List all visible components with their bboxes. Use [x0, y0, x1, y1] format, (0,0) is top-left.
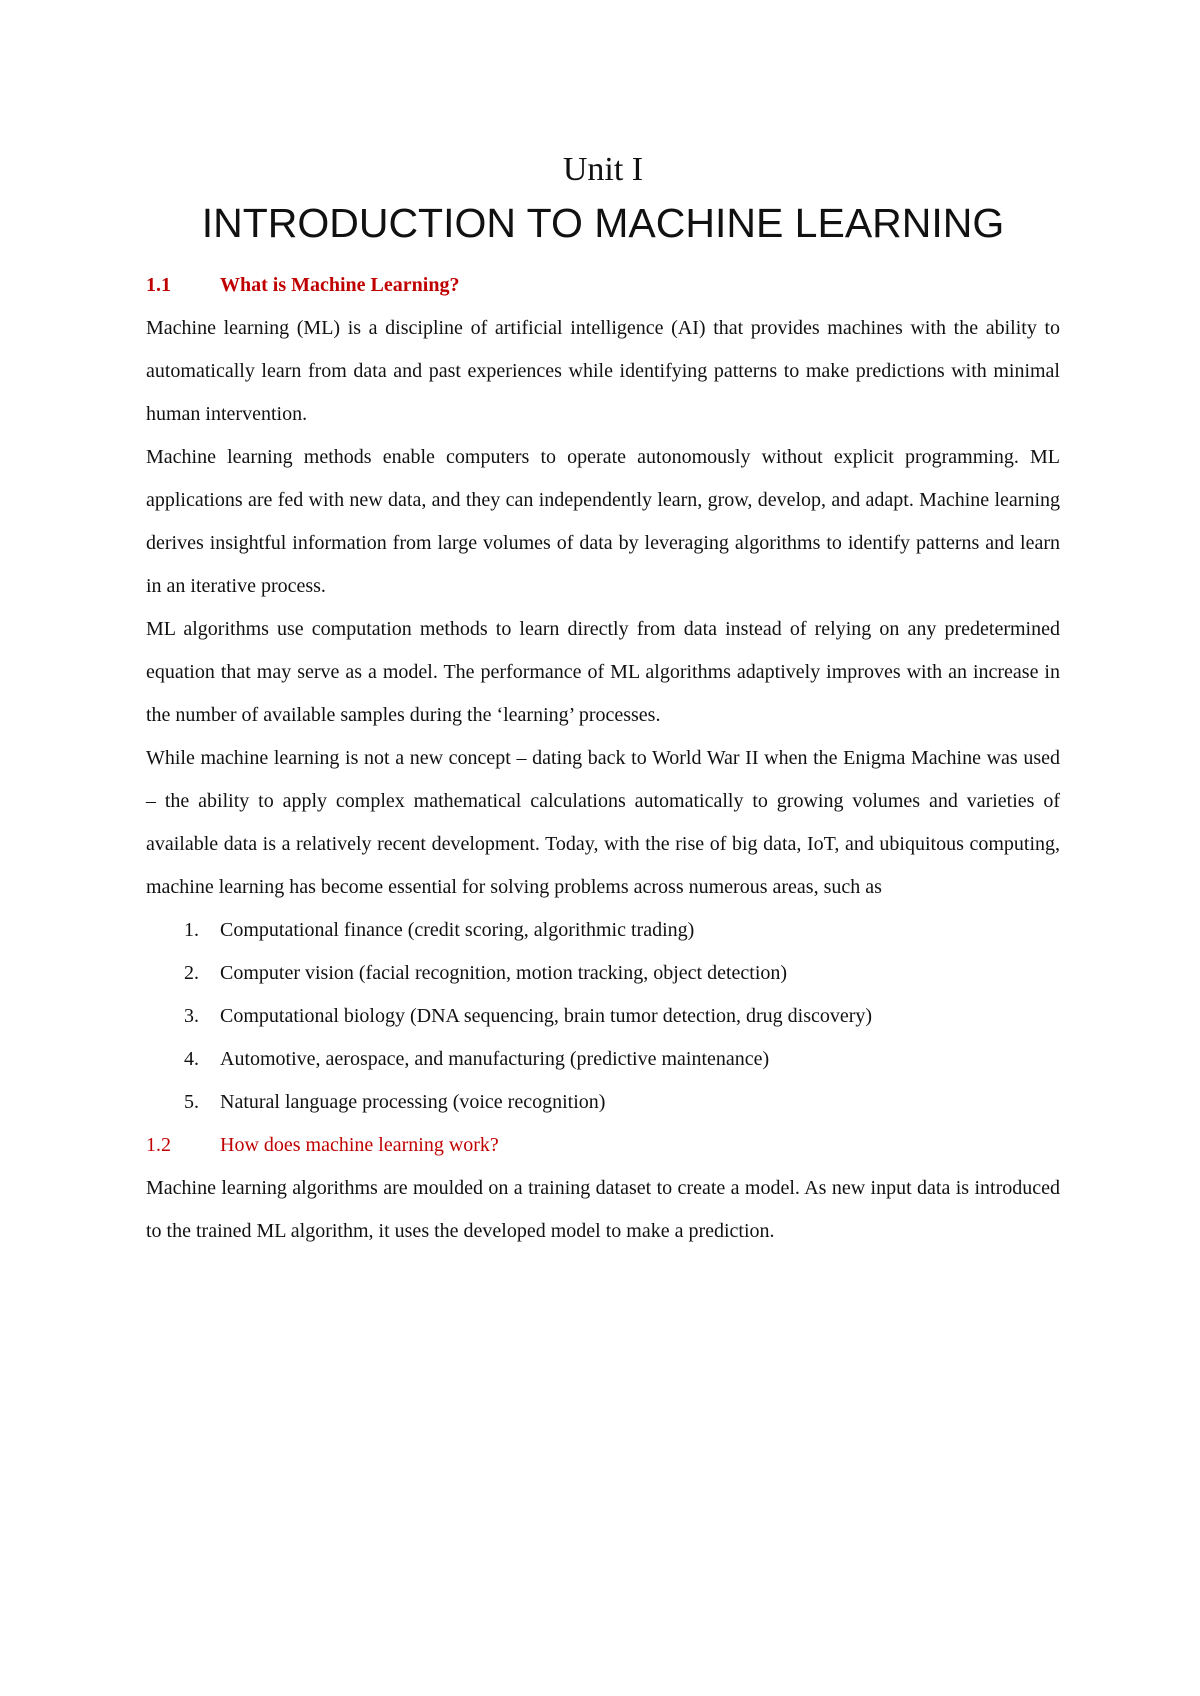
list-marker: 3.: [184, 1005, 199, 1027]
section-heading-1-2: [146, 1124, 1060, 1167]
section-number: 1.1: [146, 274, 171, 296]
paragraph: Machine learning algorithms are moulded on a training dataset to create a model. As new input data is introduced to the trained ML algorithm, it uses the developed model to make a prediction.: [146, 1177, 1060, 1242]
list-item-text: Computational biology (DNA sequencing, brain tumor detection, drug discovery): [220, 1005, 873, 1027]
list-item-text: Computer vision (facial recognition, motion tracking, object detection): [220, 962, 788, 984]
list-item-text: Automotive, aerospace, and manufacturing (predictive maintenance): [220, 1048, 770, 1070]
list-item-text: Natural language processing (voice recognition): [220, 1091, 606, 1113]
application-areas-list: [146, 909, 1060, 1124]
section-title: What is Machine Learning?: [220, 274, 460, 296]
section-heading-1-1: [146, 264, 1060, 307]
list-marker: 2.: [184, 962, 199, 984]
paragraph: Machine learning (ML) is a discipline of artificial intelligence (AI) that provides machines with the ability to automatically learn from data and past experiences while identifying patterns to make predictions with minimal human intervention.: [146, 317, 1060, 425]
section-title: How does machine learning work?: [220, 1134, 499, 1156]
section-number: 1.2: [146, 1134, 171, 1156]
page-content: [146, 150, 1060, 1253]
list-item: [146, 1081, 1060, 1124]
list-item: [146, 1038, 1060, 1081]
list-item: [146, 995, 1060, 1038]
list-marker: 1.: [184, 919, 199, 941]
list-item: [146, 909, 1060, 952]
list-marker: 5.: [184, 1091, 199, 1113]
main-title: INTRODUCTION TO MACHINE LEARNING: [201, 200, 1005, 246]
list-item-text: Computational finance (credit scoring, algorithmic trading): [220, 919, 695, 941]
paragraph: Machine learning methods enable computers to operate autonomously without explicit programming. ML applications are fed with new data, and they can independently learn, grow, develop, and adapt. Machine learning derives insightful information from large volumes of data by leveraging algorithms to identify patterns and learn in an iterative process.: [146, 446, 1060, 597]
unit-title: Unit I: [562, 151, 644, 188]
list-marker: 4.: [184, 1048, 199, 1070]
paragraph: While machine learning is not a new concept – dating back to World War II when the Enigma Machine was used – the ability to apply complex mathematical calculations automatically to growing volumes and varieties of available data is a relatively recent development. Today, with the rise of big data, IoT, and ubiquitous computing, machine learning has become essential for solving problems across numerous areas, such as: [146, 747, 1060, 898]
list-item: [146, 952, 1060, 995]
paragraph: ML algorithms use computation methods to learn directly from data instead of relying on any predetermined equation that may serve as a model. The performance of ML algorithms adaptively improves with an increase in the number of available samples during the ‘learning’ processes.: [146, 618, 1060, 726]
